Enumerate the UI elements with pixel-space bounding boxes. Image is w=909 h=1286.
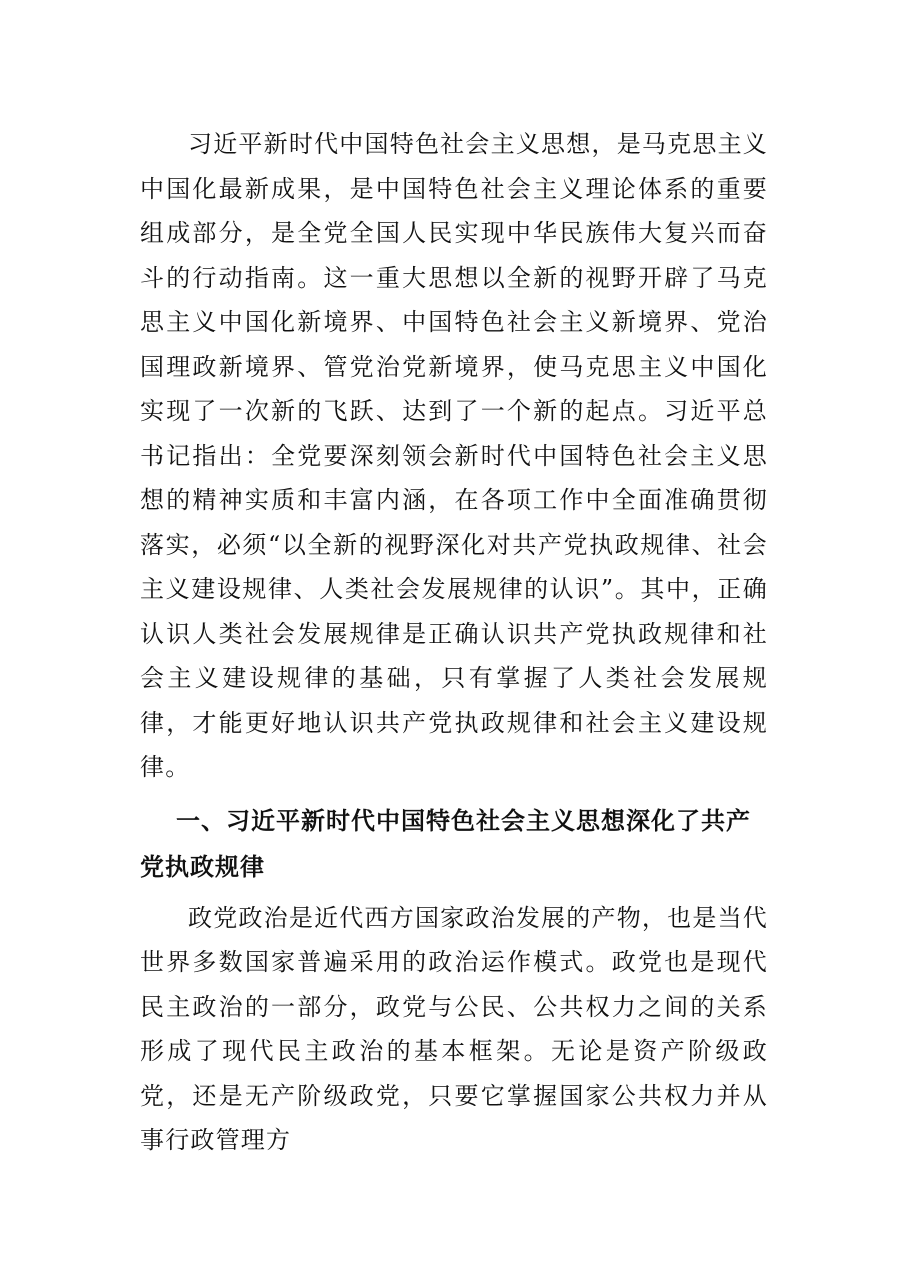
- document-body: [140, 122, 768, 1163]
- body-paragraph: 政党政治是近代西方国家政治发展的产物，也是当代世界多数国家普遍采用的政治运作模式。政党也是现代民主政治的一部分，政党与公民、公共权力之间的关系形成了现代民主政治的基本框架。无论是资产阶级政党，还是无产阶级政党，只要它掌握国家公共权力并从事行政管理方: [140, 903, 768, 1154]
- intro-paragraph: 习近平新时代中国特色社会主义思想，是马克思主义中国化最新成果，是中国特色社会主义理论体系的重要组成部分，是全党全国人民实现中华民族伟大复兴而奋斗的行动指南。这一重大思想以全新的视野开辟了马克思主义中国化新境界、中国特色社会主义新境界、党治国理政新境界、管党治党新境界，使马克思主义中国化实现了一次新的飞跃、达到了一个新的起点。习近平总书记指出：全党要深刻领会新时代中国特色社会主义思想的精神实质和丰富内涵，在各项工作中全面准确贯彻落实，必须“以全新的视野深化对共产党执政规律、社会主义建设规律、人类社会发展规律的认识”。其中，正确认识人类社会发展规律是正确认识共产党执政规律和社会主义建设规律的基础，只有掌握了人类社会发展规律，才能更好地认识共产党执政规律和社会主义建设规律。: [140, 130, 768, 781]
- section-heading: 一、习近平新时代中国特色社会主义思想深化了共产党执政规律: [140, 806, 751, 881]
